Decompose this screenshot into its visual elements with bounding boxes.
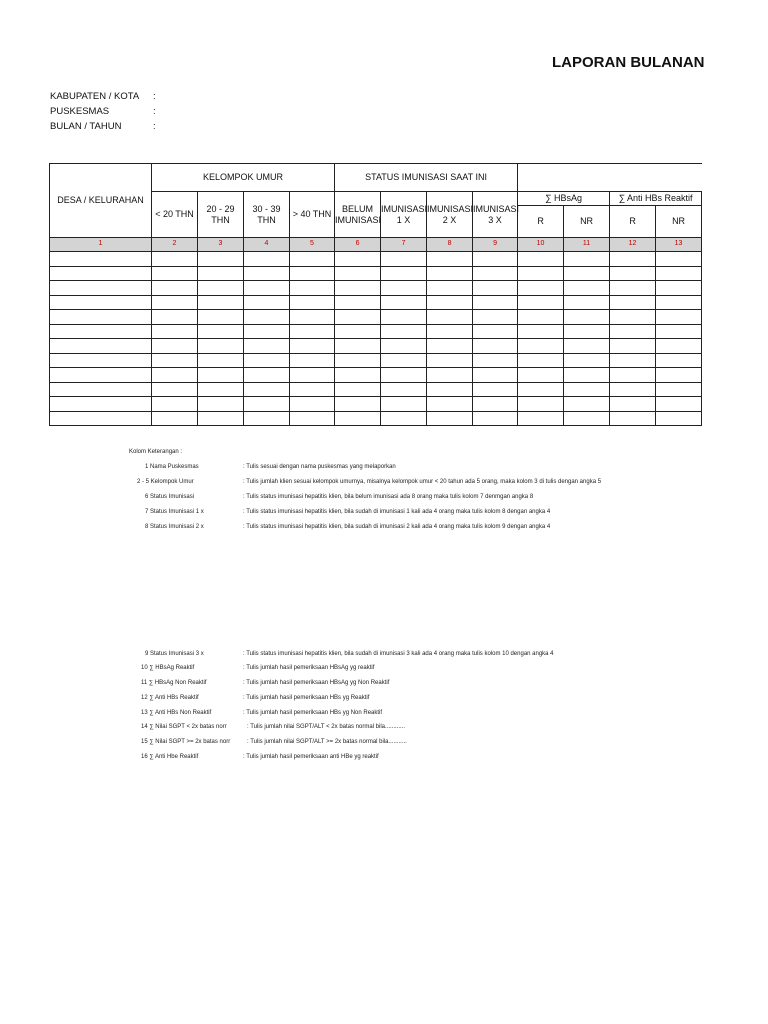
meta-sep: : [153, 91, 156, 102]
column-number: 9 [473, 238, 518, 252]
table-cell[interactable] [473, 353, 518, 368]
table-cell[interactable] [427, 281, 473, 296]
note-key: 12 ∑ Anti HBs Reaktif [141, 695, 199, 701]
table-cell[interactable] [50, 281, 152, 296]
table-cell[interactable] [50, 266, 152, 281]
table-cell[interactable] [290, 310, 335, 325]
meta-puskesmas [50, 106, 156, 117]
meta-sep: : [153, 106, 156, 117]
table-cell[interactable] [656, 295, 702, 310]
note-key: 11 ∑ HBsAg Non Reaktif [141, 680, 207, 686]
table-cell[interactable] [610, 411, 656, 426]
table-cell[interactable] [50, 252, 152, 267]
kelompok-umur-header: KELOMPOK UMUR [152, 164, 335, 192]
table-cell[interactable] [656, 266, 702, 281]
meta-sep: : [153, 121, 156, 132]
note-key: 10 ∑ HBsAg Reaktif [141, 665, 195, 671]
table-cell[interactable] [152, 397, 198, 412]
note-text: : Tulis status imunisasi hepatitis klien, bila sudah di imunisasi 2 kali ada 4 orang maka tulis kolom 9 dengan angka 4 [243, 524, 551, 530]
table-cell[interactable] [290, 397, 335, 412]
table-cell[interactable] [656, 368, 702, 383]
table-cell[interactable] [518, 397, 564, 412]
table-cell[interactable] [427, 324, 473, 339]
table-cell[interactable] [518, 411, 564, 426]
table-cell[interactable] [381, 411, 427, 426]
table-cell[interactable] [50, 397, 152, 412]
table-cell[interactable] [427, 339, 473, 354]
table-cell[interactable] [381, 397, 427, 412]
table-cell[interactable] [381, 295, 427, 310]
note-key: 8 Status Imunisasi 2 x [145, 524, 204, 530]
result-col-header: R [518, 206, 564, 238]
table-cell[interactable] [290, 382, 335, 397]
table-cell[interactable] [290, 353, 335, 368]
table-cell[interactable] [290, 252, 335, 267]
table-cell[interactable] [152, 281, 198, 296]
age-col-header: 20 - 29 THN [198, 192, 244, 238]
table-row [50, 252, 702, 267]
table-cell[interactable] [564, 324, 610, 339]
meta-bulan-tahun [50, 121, 156, 132]
note-key: 16 ∑ Anti Hbe Reaktif [141, 754, 199, 760]
table-cell[interactable] [427, 266, 473, 281]
table-cell[interactable] [198, 411, 244, 426]
meta-label: BULAN / TAHUN [50, 121, 122, 132]
table-cell[interactable] [518, 368, 564, 383]
table-cell[interactable] [427, 295, 473, 310]
meta-label: KABUPATEN / KOTA [50, 91, 140, 102]
table-cell[interactable] [244, 339, 290, 354]
result-col-header: NR [564, 206, 610, 238]
table-cell[interactable] [473, 281, 518, 296]
anti-hbs-header: ∑ Anti HBs Reaktif [610, 192, 702, 206]
table-cell[interactable] [290, 411, 335, 426]
table-cell[interactable] [152, 411, 198, 426]
note-text: : Tulis jumlah hasil pemeriksaan HBs yg Non Reaktif [243, 710, 383, 716]
desa-header: DESA / KELURAHAN [50, 164, 152, 238]
table-cell[interactable] [610, 324, 656, 339]
table-cell[interactable] [335, 353, 381, 368]
table-cell[interactable] [473, 339, 518, 354]
table-cell[interactable] [152, 353, 198, 368]
column-number: 10 [518, 238, 564, 252]
table-cell[interactable] [152, 324, 198, 339]
table-cell[interactable] [518, 382, 564, 397]
note-key: 6 Status Imunisasi [145, 494, 195, 500]
table-cell[interactable] [564, 281, 610, 296]
table-cell[interactable] [518, 339, 564, 354]
table-row [50, 339, 702, 354]
table-cell[interactable] [427, 382, 473, 397]
table-cell[interactable] [198, 281, 244, 296]
table-cell[interactable] [335, 324, 381, 339]
note-text: : Tulis status imunisasi hepatitis klien, bila sudah di imunisasi 1 kali ada 4 orang maka tulis kolom 8 dengan angka 4 [243, 509, 551, 515]
table-cell[interactable] [198, 252, 244, 267]
column-number: 2 [152, 238, 198, 252]
table-cell[interactable] [335, 281, 381, 296]
table-cell[interactable] [427, 353, 473, 368]
table-cell[interactable] [473, 324, 518, 339]
table-cell[interactable] [610, 281, 656, 296]
age-col-header: 30 - 39 THN [244, 192, 290, 238]
column-number: 6 [335, 238, 381, 252]
table-cell[interactable] [427, 411, 473, 426]
note-text: : Tulis jumlah klien sesuai kelompok umurnya, misalnya kelompok umur < 20 tahun ada 5 orang, maka kolom 3 di tulis dengan angka 5 [243, 479, 602, 485]
table-cell[interactable] [244, 281, 290, 296]
column-number: 11 [564, 238, 610, 252]
table-cell[interactable] [152, 382, 198, 397]
column-number: 12 [610, 238, 656, 252]
table-cell[interactable] [473, 252, 518, 267]
table-cell[interactable] [656, 281, 702, 296]
table-cell[interactable] [244, 295, 290, 310]
status-col-header: IMUNISASI 3 X [473, 192, 518, 238]
table-cell[interactable] [152, 295, 198, 310]
table-cell[interactable] [335, 295, 381, 310]
table-cell[interactable] [518, 266, 564, 281]
table-cell[interactable] [473, 411, 518, 426]
status-imunisasi-header: STATUS IMUNISASI SAAT INI [335, 164, 518, 192]
column-number: 8 [427, 238, 473, 252]
table-row [50, 353, 702, 368]
status-col-header: IMUNISASI 1 X [381, 192, 427, 238]
note-text: : Tulis jumlah nilai SGPT/ALT >= 2x batas normal bila........... [247, 739, 407, 745]
table-cell[interactable] [198, 324, 244, 339]
note-key: 2 - 5 Kelompok Umur [137, 479, 194, 485]
table-row [50, 397, 702, 412]
table-cell[interactable] [50, 411, 152, 426]
table-cell[interactable] [381, 324, 427, 339]
table-cell[interactable] [564, 252, 610, 267]
table-cell[interactable] [198, 397, 244, 412]
column-number: 5 [290, 238, 335, 252]
table-cell[interactable] [656, 353, 702, 368]
table-cell[interactable] [656, 411, 702, 426]
table-cell[interactable] [427, 310, 473, 325]
table-cell[interactable] [610, 397, 656, 412]
table-cell[interactable] [518, 281, 564, 296]
table-cell[interactable] [290, 324, 335, 339]
table-cell[interactable] [381, 382, 427, 397]
table-cell[interactable] [335, 397, 381, 412]
column-number: 4 [244, 238, 290, 252]
column-number: 7 [381, 238, 427, 252]
note-text: : Tulis jumlah hasil pemeriksaan HBsAg yg Non Reaktif [243, 680, 390, 686]
table-cell[interactable] [656, 397, 702, 412]
table-cell[interactable] [244, 353, 290, 368]
table-cell[interactable] [564, 353, 610, 368]
table-cell[interactable] [518, 310, 564, 325]
table-row [50, 382, 702, 397]
table-cell[interactable] [244, 368, 290, 383]
table-cell[interactable] [198, 368, 244, 383]
table-cell[interactable] [290, 266, 335, 281]
table-row [50, 324, 702, 339]
meta-kabupaten [50, 91, 156, 102]
table-cell[interactable] [152, 339, 198, 354]
table-cell[interactable] [50, 382, 152, 397]
table-cell[interactable] [335, 368, 381, 383]
table-cell[interactable] [473, 382, 518, 397]
table-cell[interactable] [518, 295, 564, 310]
table-cell[interactable] [610, 353, 656, 368]
table-cell[interactable] [50, 353, 152, 368]
report-table [49, 163, 702, 426]
table-cell[interactable] [564, 266, 610, 281]
table-cell[interactable] [244, 411, 290, 426]
table-cell[interactable] [335, 252, 381, 267]
meta-label: PUSKESMAS [50, 106, 110, 117]
table-row [50, 368, 702, 383]
status-col-header: BELUM IMUNISASI [335, 192, 381, 238]
table-cell[interactable] [290, 295, 335, 310]
table-cell[interactable] [50, 324, 152, 339]
table-cell[interactable] [244, 252, 290, 267]
note-text: : Tulis jumlah hasil pemeriksaan anti HBe yg reaktif [243, 754, 379, 760]
table-cell[interactable] [381, 281, 427, 296]
table-cell[interactable] [198, 295, 244, 310]
table-cell[interactable] [381, 252, 427, 267]
note-text: : Tulis jumlah hasil pemeriksaan HBsAg yg reaktif [243, 665, 375, 671]
table-cell[interactable] [50, 310, 152, 325]
column-number: 1 [50, 238, 152, 252]
table-cell[interactable] [564, 310, 610, 325]
table-cell[interactable] [381, 353, 427, 368]
table-cell[interactable] [198, 382, 244, 397]
table-cell[interactable] [244, 266, 290, 281]
table-row [50, 295, 702, 310]
table-cell[interactable] [290, 281, 335, 296]
table-cell[interactable] [518, 353, 564, 368]
table-cell[interactable] [518, 324, 564, 339]
table-cell[interactable] [473, 310, 518, 325]
table-cell[interactable] [518, 252, 564, 267]
table-cell[interactable] [152, 368, 198, 383]
status-col-header: IMUNISASI 2 X [427, 192, 473, 238]
note-key: 1 Nama Puskesmas [145, 464, 199, 470]
table-cell[interactable] [656, 252, 702, 267]
table-cell[interactable] [427, 397, 473, 412]
table-cell[interactable] [244, 310, 290, 325]
table-cell[interactable] [335, 382, 381, 397]
note-text: : Tulis status imunisasi hepatitis klien, bila belum imunisasi ada 8 orang maka tulis kolom 7 denmgan angka 8 [243, 494, 534, 500]
table-cell[interactable] [335, 411, 381, 426]
table-cell[interactable] [427, 252, 473, 267]
table-row [50, 281, 702, 296]
table-cell[interactable] [50, 368, 152, 383]
note-key: 15 ∑ Nilai SGPT >= 2x batas norr [141, 739, 231, 745]
table-cell[interactable] [656, 324, 702, 339]
table-row [50, 266, 702, 281]
table-cell[interactable] [198, 266, 244, 281]
table-cell[interactable] [381, 310, 427, 325]
table-cell[interactable] [198, 353, 244, 368]
table-cell[interactable] [564, 339, 610, 354]
age-col-header: > 40 THN [290, 192, 335, 238]
results-header-blank [518, 164, 702, 192]
table-cell[interactable] [473, 266, 518, 281]
table-cell[interactable] [610, 339, 656, 354]
table-cell[interactable] [244, 382, 290, 397]
result-col-header: NR [656, 206, 702, 238]
table-cell[interactable] [610, 295, 656, 310]
table-cell[interactable] [473, 397, 518, 412]
table-cell[interactable] [381, 339, 427, 354]
note-key: 14 ∑ Nilai SGPT < 2x batas norr [141, 724, 227, 730]
table-cell[interactable] [656, 339, 702, 354]
table-cell[interactable] [610, 368, 656, 383]
table-cell[interactable] [564, 368, 610, 383]
table-cell[interactable] [427, 368, 473, 383]
table-cell[interactable] [610, 252, 656, 267]
note-text: : Tulis status imunisasi hepatitis klien, bila sudah di imunisasi 3 kali ada 4 orang maka tulis kolom 10 dengan angka 4 [243, 651, 554, 657]
table-cell[interactable] [381, 368, 427, 383]
table-cell[interactable] [244, 324, 290, 339]
table-row [50, 411, 702, 426]
table-cell[interactable] [152, 252, 198, 267]
result-col-header: R [610, 206, 656, 238]
table-cell[interactable] [152, 266, 198, 281]
age-col-header: < 20 THN [152, 192, 198, 238]
note-text: : Tulis jumlah nilai SGPT/ALT < 2x batas normal bila............ [247, 724, 406, 730]
table-cell[interactable] [198, 339, 244, 354]
table-cell[interactable] [473, 368, 518, 383]
table-cell[interactable] [290, 368, 335, 383]
table-cell[interactable] [610, 310, 656, 325]
table-cell[interactable] [564, 382, 610, 397]
table-cell[interactable] [610, 382, 656, 397]
note-text: : Tulis jumlah hasil pemeriksaan HBs yg Reaktif [243, 695, 370, 701]
table-cell[interactable] [198, 310, 244, 325]
table-cell[interactable] [473, 295, 518, 310]
note-key: 13 ∑ Anti HBs Non Reaktif [141, 710, 212, 716]
table-cell[interactable] [50, 295, 152, 310]
table-cell[interactable] [564, 411, 610, 426]
table-cell[interactable] [381, 266, 427, 281]
table-cell[interactable] [50, 339, 152, 354]
report-title: LAPORAN BULANAN [552, 54, 705, 71]
table-cell[interactable] [610, 266, 656, 281]
note-text: : Tulis sesuai dengan nama puskesmas yang melaporkan [243, 464, 396, 470]
table-cell[interactable] [656, 382, 702, 397]
column-number: 3 [198, 238, 244, 252]
note-key: 7 Status Imunisasi 1 x [145, 509, 204, 515]
data-rows [50, 252, 702, 426]
table-cell[interactable] [335, 310, 381, 325]
table-cell[interactable] [564, 397, 610, 412]
column-number: 13 [656, 238, 702, 252]
table-cell[interactable] [244, 397, 290, 412]
table-cell[interactable] [335, 266, 381, 281]
hbsag-header: ∑ HBsAg [518, 192, 610, 206]
table-cell[interactable] [335, 339, 381, 354]
table-cell[interactable] [564, 295, 610, 310]
table-cell[interactable] [656, 310, 702, 325]
note-key: 9 Status Imunisasi 3 x [145, 651, 204, 657]
column-number-row [50, 238, 702, 252]
notes-title: Kolom Keterangan : [129, 449, 183, 455]
table-cell[interactable] [290, 339, 335, 354]
table-row [50, 310, 702, 325]
table-cell[interactable] [152, 310, 198, 325]
